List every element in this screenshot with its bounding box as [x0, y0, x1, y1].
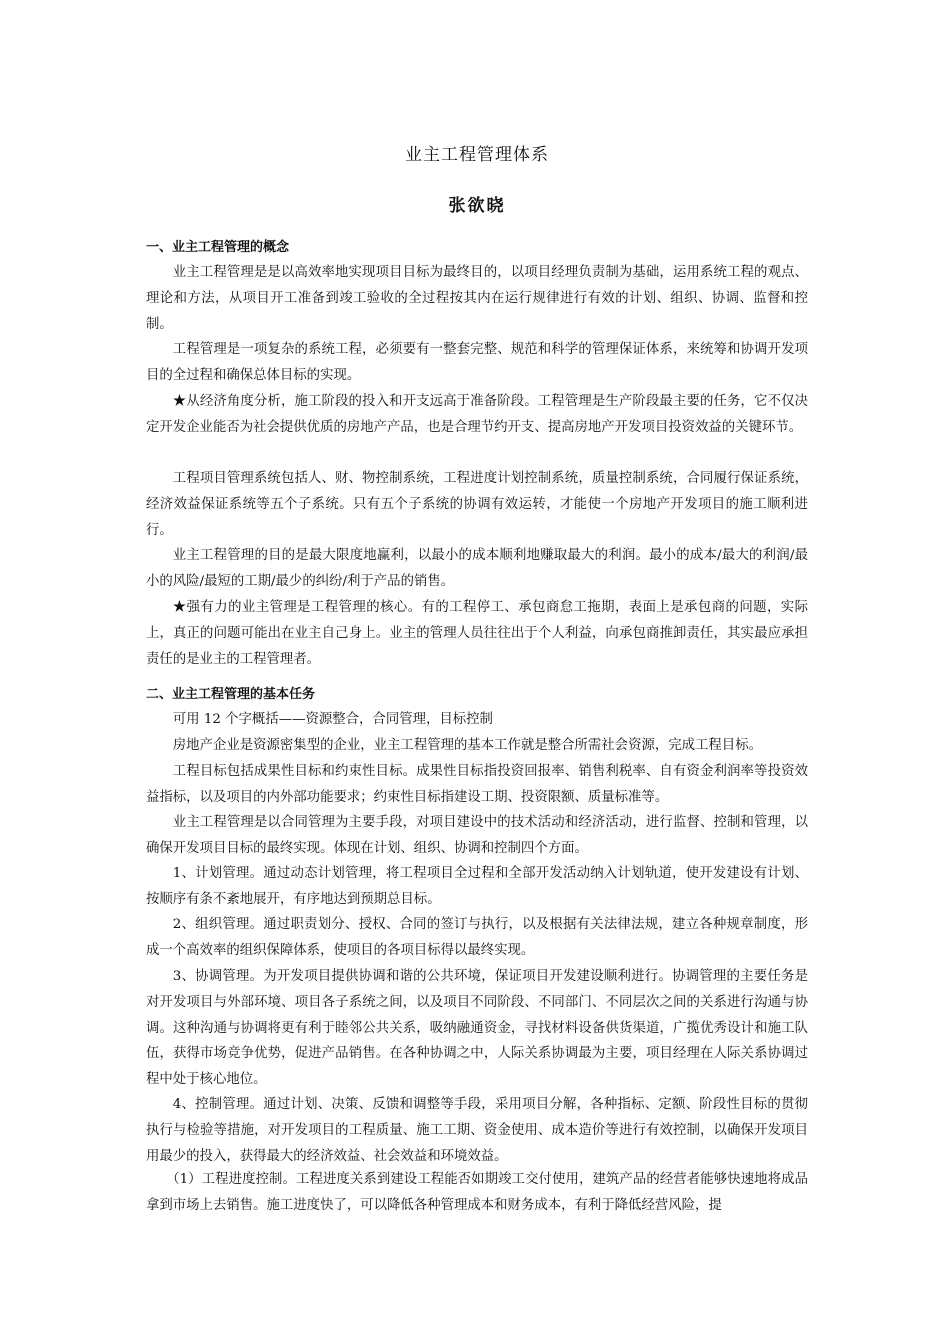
paragraph: 工程管理是一项复杂的系统工程，必须要有一整套完整、规范和科学的管理保证体系，来统筹和协调开发项目的全过程和确保总体目标的实现。	[146, 342, 808, 383]
paragraph: （1）工程进度控制。工程进度关系到建设工程能否如期竣工交付使用，建筑产品的经营者能够快速地将成品拿到市场上去销售。施工进度快了，可以降低各种管理成本和财务成本，有利于降低经营风险，提	[146, 1172, 808, 1213]
paragraph: 4、控制管理。通过计划、决策、反馈和调整等手段，采用项目分解，各种指标、定额、阶段性目标的贯彻执行与检验等措施，对开发项目的工程质量、施工工期、资金使用、成本造价等进行有效控制，以确保开发项目用最少的投入，获得最大的经济效益、社会效益和环境效益。	[146, 1097, 808, 1164]
paragraph: 业主工程管理是是以高效率地实现项目目标为最终目的，以项目经理负责制为基础，运用系统工程的观点、理论和方法，从项目开工准备到竣工验收的全过程按其内在运行规律进行有效的计划、组织、协调、监督和控制。	[146, 265, 808, 332]
section-heading-2: 二、业主工程管理的基本任务	[146, 687, 316, 702]
paragraph: 2、组织管理。通过职责划分、授权、合同的签订与执行，以及根据有关法律法规，建立各种规章制度，形成一个高效率的组织保障体系，使项目的各项目标得以最终实现。	[146, 917, 808, 958]
paragraph: 工程项目管理系统包括人、财、物控制系统，工程进度计划控制系统，质量控制系统，合同履行保证系统，经济效益保证系统等五个子系统。只有五个子系统的协调有效运转，才能使一个房地产开发项目的施工顺利进行。	[146, 471, 808, 538]
section-heading-1: 一、业主工程管理的概念	[146, 240, 290, 255]
paragraph: ★强有力的业主管理是工程管理的核心。有的工程停工、承包商怠工拖期，表面上是承包商的问题，实际上，真正的问题可能出在业主自己身上。业主的管理人员往往出于个人利益，向承包商推卸责任，其实最应承担责任的是业主的工程管理者。	[146, 600, 808, 667]
paragraph: 1、计划管理。通过动态计划管理，将工程项目全过程和全部开发活动纳入计划轨道，使开发建设有计划、按顺序有条不紊地展开，有序地达到预期总目标。	[146, 866, 808, 907]
paragraph: 可用 12 个字概括——资源整合，合同管理，目标控制	[172, 712, 493, 727]
paragraph: 工程目标包括成果性目标和约束性目标。成果性目标指投资回报率、销售利税率、自有资金利润率等投资效益指标，以及项目的内外部功能要求；约束性目标指建设工期、投资限额、质量标准等。	[146, 764, 808, 805]
document-title: 业主工程管理体系	[405, 145, 549, 165]
paragraph: 房地产企业是资源密集型的企业，业主工程管理的基本工作就是整合所需社会资源，完成工程目标。	[172, 738, 762, 753]
document-author: 张欲晓	[448, 196, 506, 216]
paragraph: 业主工程管理是以合同管理为主要手段，对项目建设中的技术活动和经济活动，进行监督、控制和管理，以确保开发项目目标的最终实现。体现在计划、组织、协调和控制四个方面。	[146, 815, 808, 856]
paragraph: ★从经济角度分析，施工阶段的投入和开支远高于准备阶段。工程管理是生产阶段最主要的任务，它不仅决定开发企业能否为社会提供优质的房地产产品，也是合理节约开支、提高房地产开发项目投资效益的关键环节。	[146, 394, 808, 435]
paragraph: 业主工程管理的目的是最大限度地赢利，以最小的成本顺利地赚取最大的利润。最小的成本/最大的利润/最小的风险/最短的工期/最少的纠纷/利于产品的销售。	[146, 548, 808, 589]
paragraph: 3、协调管理。为开发项目提供协调和谐的公共环境，保证项目开发建设顺利进行。协调管理的主要任务是对开发项目与外部环境、项目各子系统之间，以及项目不同阶段、不同部门、不同层次之间的关系进行沟通与协调。这种沟通与协调将更有利于睦邻公共关系，吸纳融通资金，寻找材料设备供货渠道，广揽优秀设计和施工队伍，获得市场竞争优势，促进产品销售。在各种协调之中，人际关系协调最为主要，项目经理在人际关系协调过程中处于核心地位。	[146, 969, 808, 1088]
